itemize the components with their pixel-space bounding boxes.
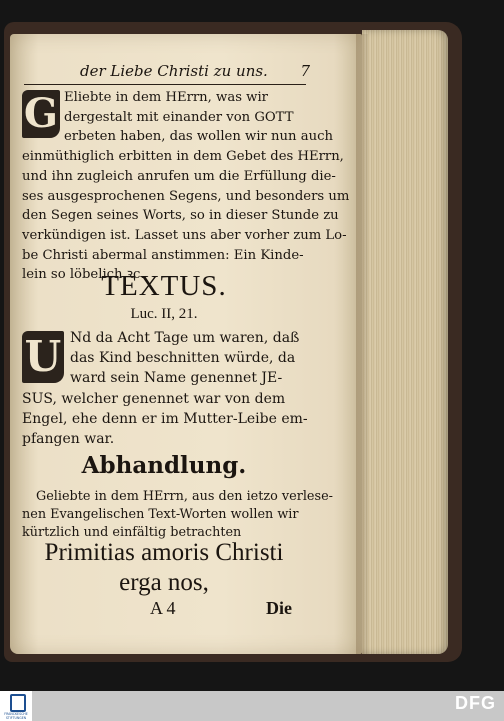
scripture-line: Nd da Acht Tage um waren, daß [70, 330, 300, 346]
scripture-line: Engel, ehe denn er im Mutter-Leibe em- [22, 410, 308, 427]
scripture-reference: Luc. II, 21. [130, 306, 198, 322]
latin-line-2: erga nos, [119, 569, 209, 596]
scripture-text [22, 328, 306, 449]
running-head-title: der Liebe Christi zu uns. [80, 62, 268, 80]
library-caption: FRANCKESCHE STIFTUNGEN [4, 712, 28, 720]
scripture-line: ward sein Name genennet JE- [70, 370, 283, 387]
body-line: und ihn zugleich anrufen um die Erfüllung die- [22, 168, 336, 184]
dropcap-initial: U [22, 331, 64, 383]
latin-title [22, 538, 306, 598]
scripture-line: SUS, welcher genennet war von dem [22, 390, 286, 407]
library-logo-icon [10, 694, 26, 712]
body-line: ses ausgesprochenen Segens, und besonders um [22, 188, 350, 204]
intro-paragraph [22, 88, 350, 285]
abhandlung-line: nen Evangelischen Text-Worten wollen wir [22, 507, 299, 522]
abhandlung-paragraph [22, 488, 333, 542]
library-logo[interactable] [0, 691, 32, 721]
viewer-footer [0, 691, 504, 721]
catchword: Die [266, 598, 292, 618]
body-line: einmüthiglich erbitten in dem Gebet des HErrn, [22, 149, 344, 165]
body-line: dergestalt mit einander von GOTT [64, 109, 294, 125]
signature-mark: A 4 [150, 598, 176, 618]
head-rule [24, 84, 306, 85]
textus-heading: TEXTUS. [101, 270, 227, 302]
body-line: be Christi abermal anstimmen: Ein Kinde- [22, 247, 304, 263]
body-line: lein so löbelich ꝛc. [22, 267, 145, 283]
dropcap-initial: G [23, 90, 59, 137]
latin-line-1: Primitias amoris Christi [44, 539, 284, 566]
body-line: verkündigen ist. Lasset uns aber vorher zum Lo- [22, 227, 347, 243]
abhandlung-line: Geliebte in dem HErrn, aus den ietzo verlese- [36, 489, 333, 504]
body-line: den Segen seines Worts, so in dieser Stunde zu [22, 208, 339, 224]
scripture-line: pfangen war. [22, 431, 115, 448]
body-line: erbeten haben, das wollen wir nun auch [64, 129, 333, 145]
running-head [80, 62, 310, 82]
page-number: 7 [300, 62, 310, 80]
gutter-shadow [356, 34, 368, 654]
dfg-logo[interactable]: DFG [455, 693, 496, 713]
abhandlung-heading: Abhandlung. [81, 452, 247, 479]
page-edges [362, 30, 448, 654]
scripture-line: das Kind beschnitten würde, da [70, 350, 296, 367]
abhandlung-line: kürtzlich und einfältig betrachten [22, 525, 242, 540]
body-line: Eliebte in dem HErrn, was wir [64, 90, 268, 105]
